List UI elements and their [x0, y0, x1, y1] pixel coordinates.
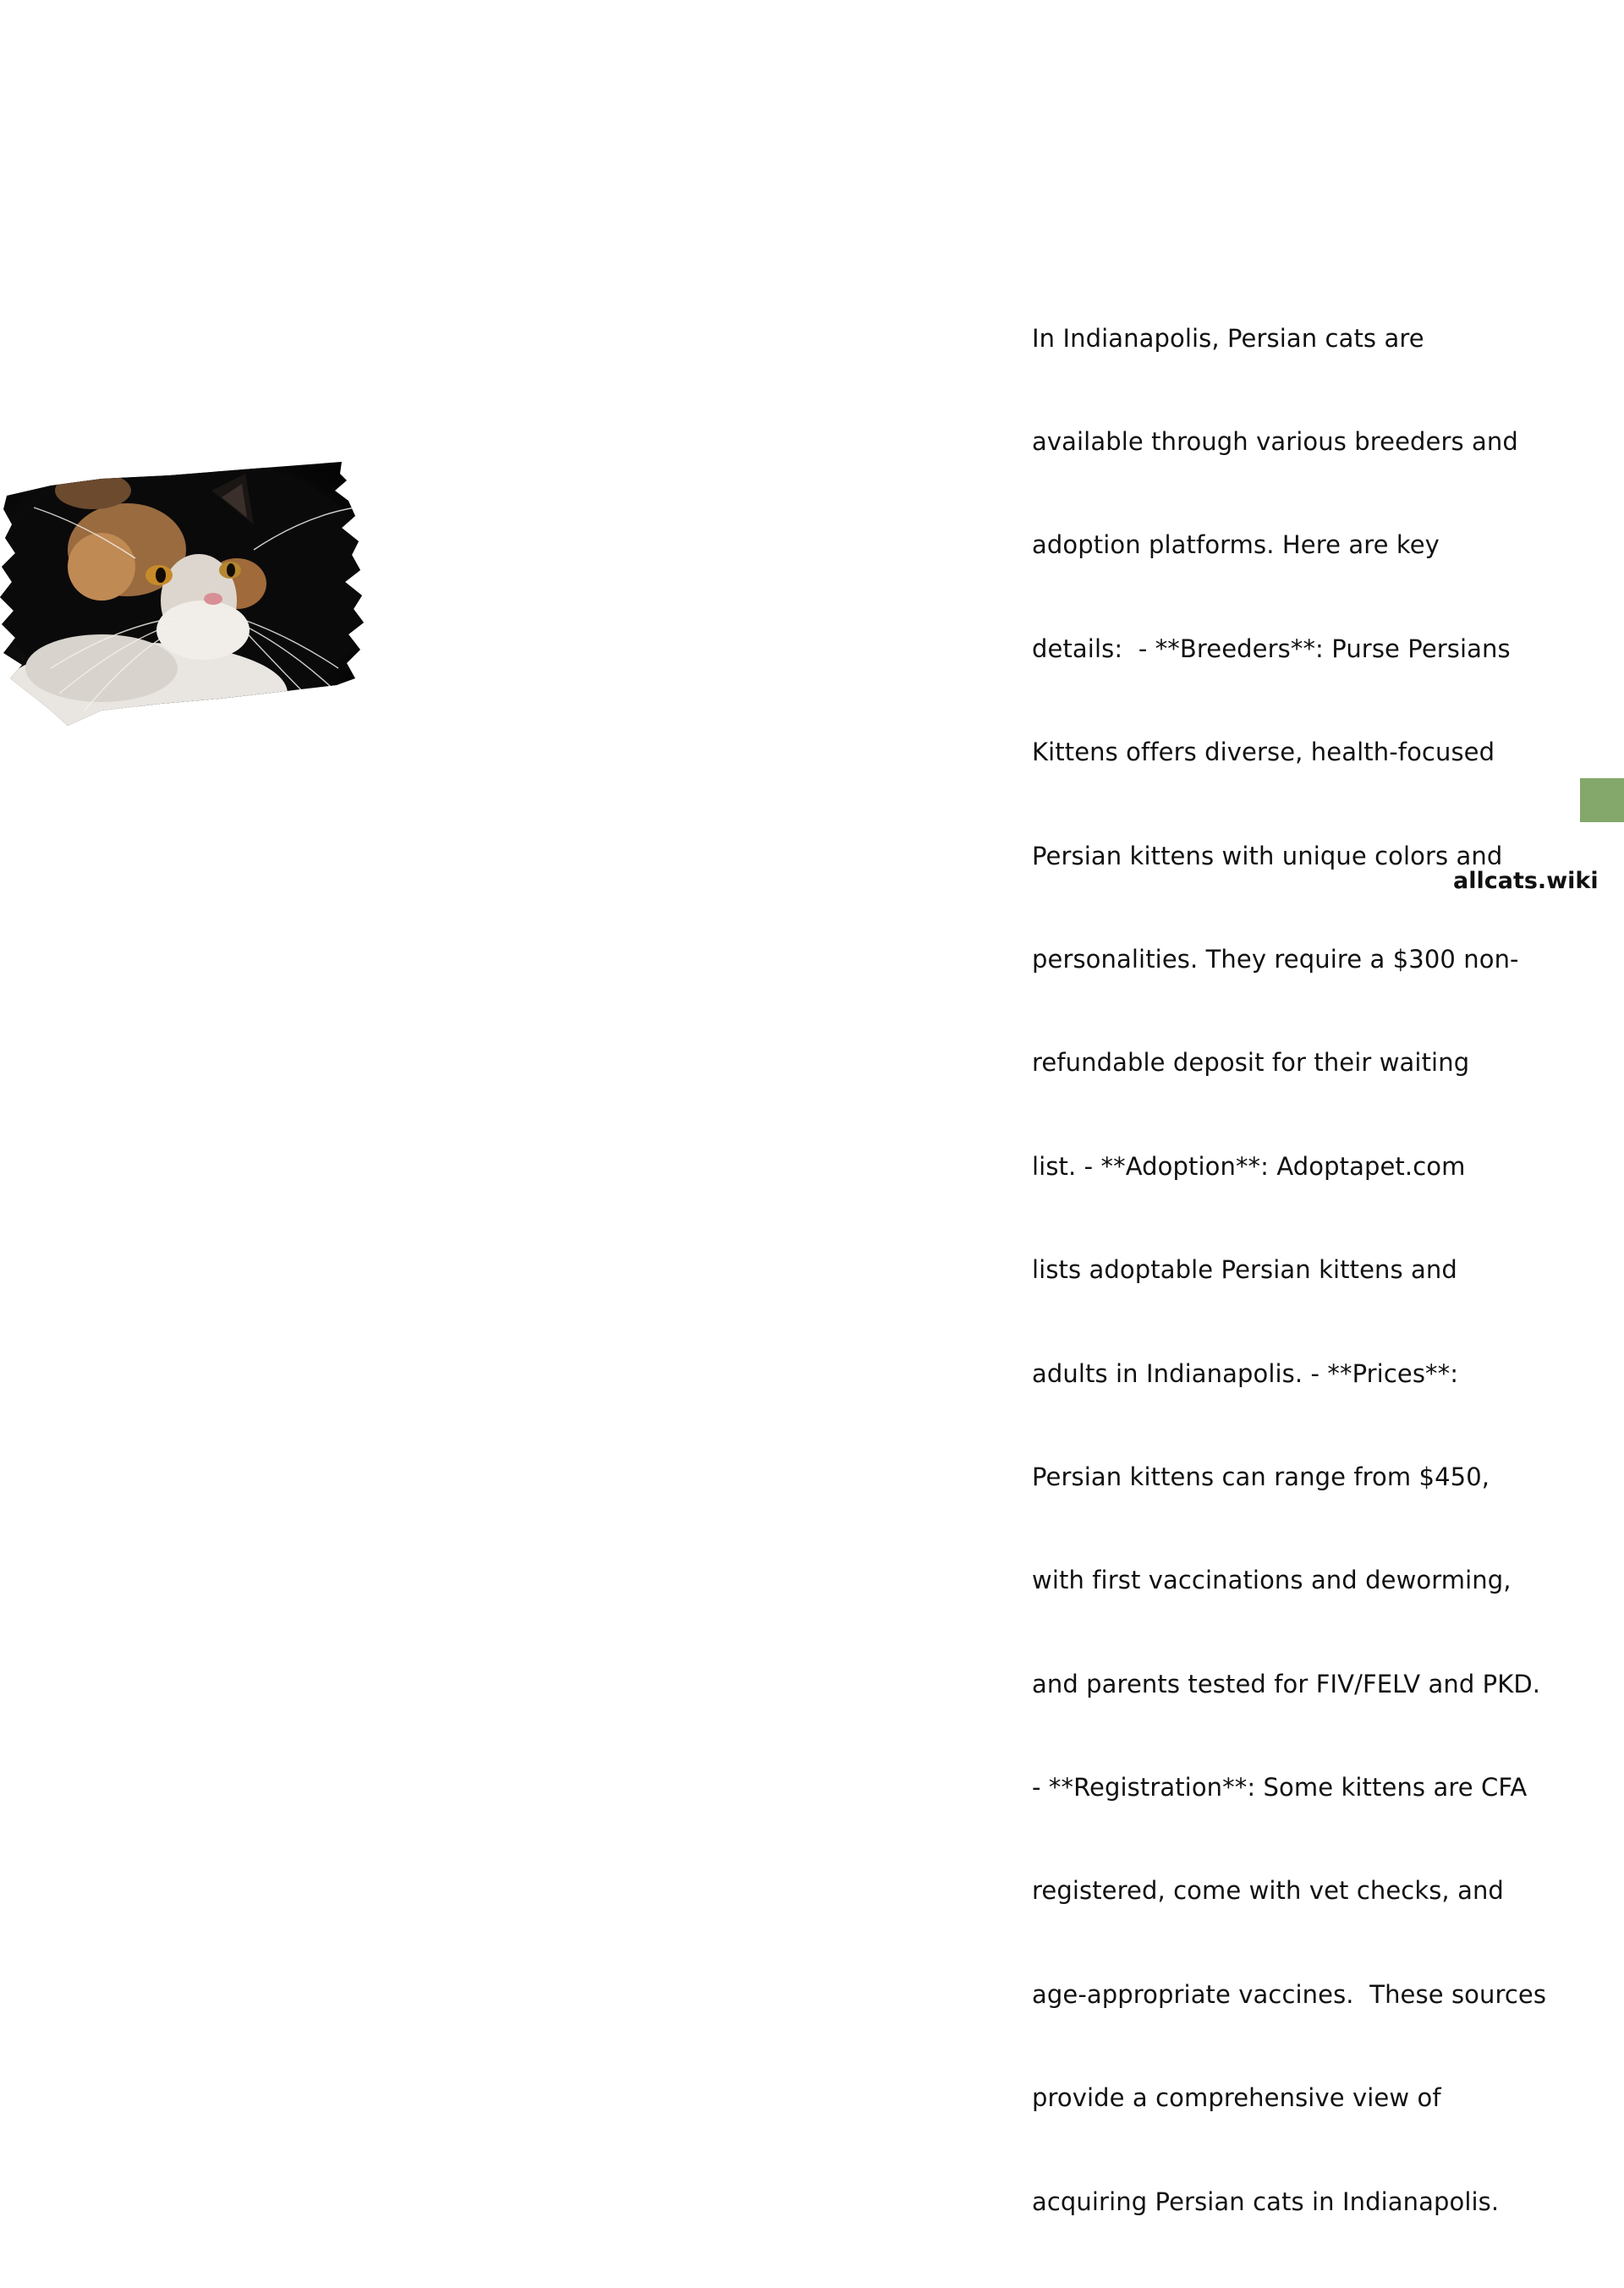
brand-watermark: allcats.wiki	[1453, 868, 1599, 894]
description-line: acquiring Persian cats in Indianapolis.	[1032, 2186, 1500, 2216]
description-line: Persian kittens with unique colors and	[1032, 841, 1503, 870]
persian-cat-image	[0, 457, 372, 727]
description-line: personalities. They require a $300 non-	[1032, 944, 1519, 974]
description-line: list. - **Adoption**: Adoptapet.com	[1032, 1151, 1466, 1181]
description-line: Kittens offers diverse, health-focused	[1032, 738, 1495, 767]
description-line: with first vaccinations and deworming,	[1032, 1566, 1512, 1595]
description-line: provide a comprehensive view of	[1032, 2083, 1441, 2113]
accent-block	[1580, 778, 1624, 822]
description-text	[1032, 252, 1556, 2288]
description-line: - **Registration**: Some kittens are CFA	[1032, 1773, 1528, 1802]
description-line: lists adoptable Persian kittens and	[1032, 1255, 1457, 1285]
description-line: details: - **Breeders**: Purse Persians	[1032, 634, 1511, 663]
description-line: age-appropriate vaccines. These sources	[1032, 1979, 1547, 2009]
description-line: available through various breeders and	[1032, 426, 1518, 456]
persian-cat-photo-icon	[0, 457, 372, 727]
description-line: adults in Indianapolis. - **Prices**:	[1032, 1358, 1459, 1388]
description-line: In Indianapolis, Persian cats are	[1032, 323, 1424, 353]
description-line: Persian kittens can range from $450,	[1032, 1462, 1490, 1491]
description-line: refundable deposit for their waiting	[1032, 1048, 1470, 1078]
description-line: registered, come with vet checks, and	[1032, 1876, 1504, 1906]
description-line: and parents tested for FIV/FELV and PKD.	[1032, 1669, 1541, 1698]
description-line: adoption platforms. Here are key	[1032, 530, 1440, 560]
